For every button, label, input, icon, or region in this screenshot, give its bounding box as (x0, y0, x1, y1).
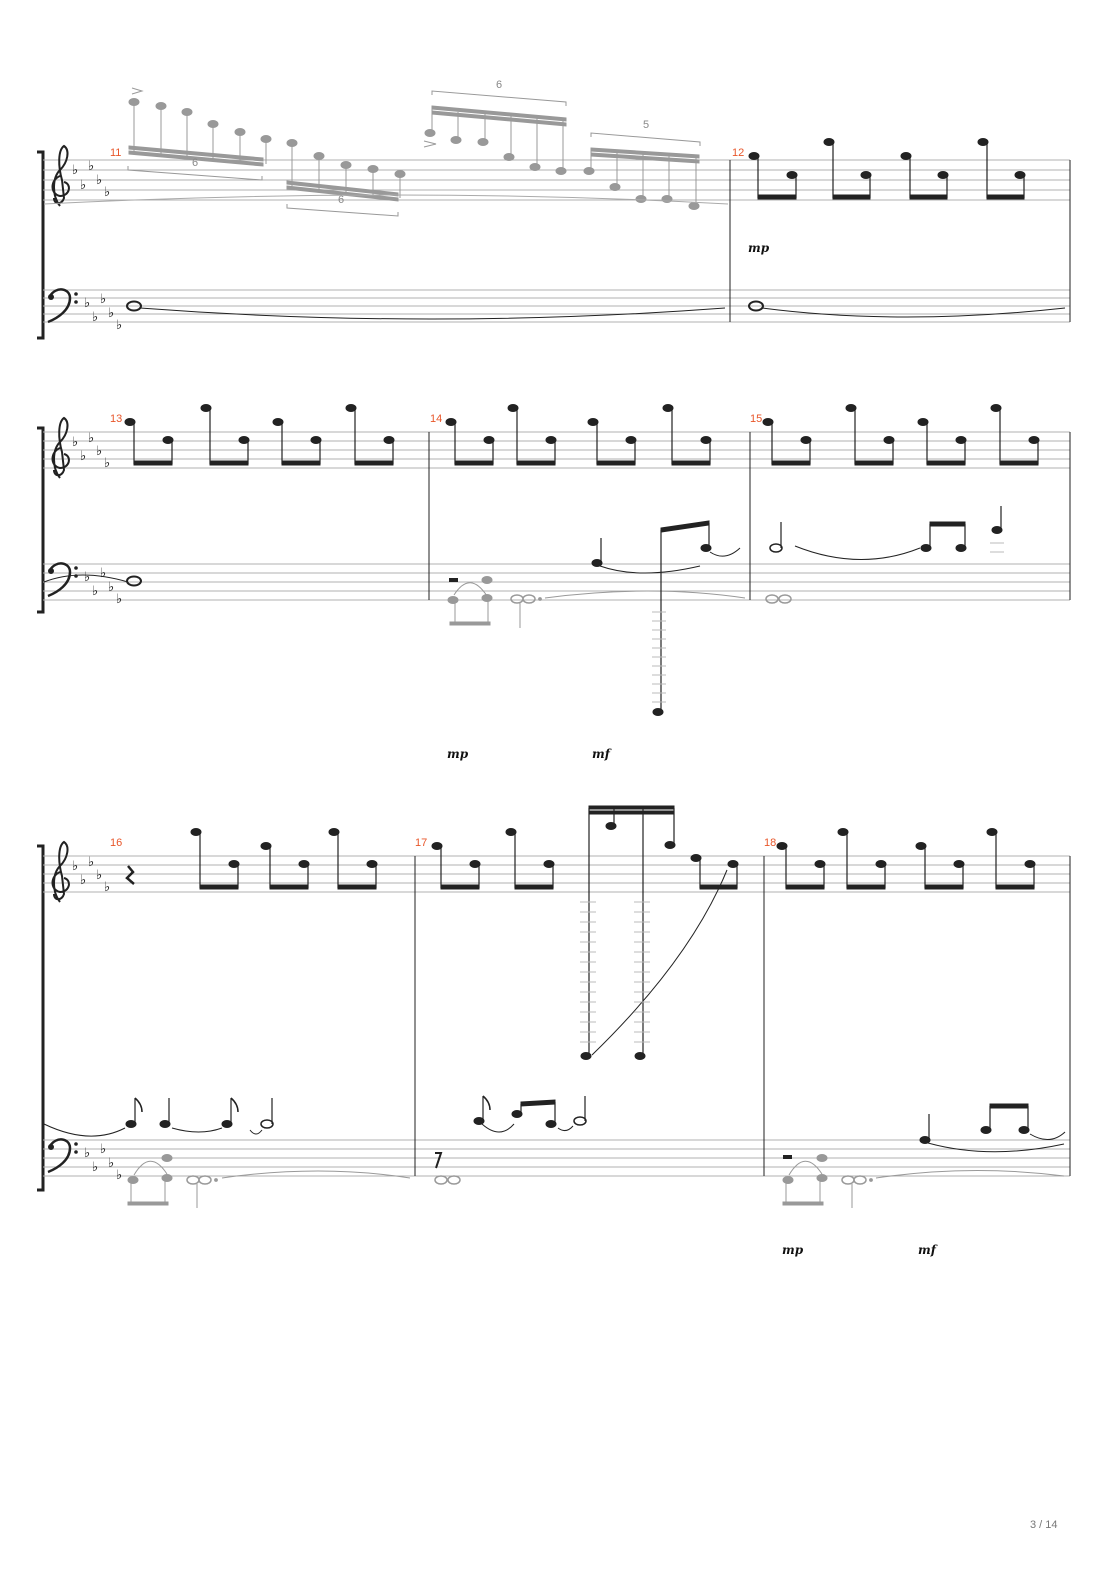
svg-text:♭: ♭ (116, 592, 123, 607)
svg-text:♭: ♭ (116, 1168, 123, 1183)
key-signature-flats (72, 159, 122, 333)
page-number: 3 / 14 (1030, 1519, 1058, 1531)
system-1 (37, 79, 1070, 338)
measure-number: 13 (110, 413, 123, 425)
measure-number: 12 (732, 147, 745, 159)
system-2 (37, 405, 1070, 762)
svg-text:♭: ♭ (80, 873, 87, 888)
svg-text:♭: ♭ (72, 435, 79, 450)
system-3 (37, 806, 1070, 1257)
svg-text:♭: ♭ (100, 566, 107, 581)
svg-text:♭: ♭ (96, 173, 103, 188)
key-signature-flats (72, 855, 122, 1183)
ledger-lines (580, 902, 650, 1042)
svg-text:♭: ♭ (108, 306, 115, 321)
measure-number: 16 (110, 837, 123, 849)
svg-text:♭: ♭ (88, 855, 95, 870)
system-brace (37, 428, 43, 612)
svg-text:♭: ♭ (88, 159, 95, 174)
dynamic-marking: mp (748, 241, 770, 255)
tuplet-number: 6 (496, 79, 503, 91)
svg-text:♭: ♭ (80, 178, 87, 193)
barlines (429, 432, 1070, 600)
dynamic-marking: mf (592, 747, 610, 761)
svg-text:♭: ♭ (108, 1156, 115, 1171)
treble-staff (43, 432, 1070, 468)
treble-staff (43, 856, 1070, 892)
bass-staff (43, 1140, 1070, 1176)
measure-number: 17 (415, 837, 428, 849)
bass-voice (44, 1096, 1065, 1208)
bass-whole-notes (127, 302, 1065, 320)
svg-text:♭: ♭ (72, 859, 79, 874)
bass-staff (43, 564, 1070, 600)
tuplet-number: 6 (338, 194, 345, 206)
svg-text:♭: ♭ (92, 1160, 99, 1175)
treble-clef-icon (53, 842, 69, 902)
ledger-lines (652, 543, 1004, 702)
svg-text:♭: ♭ (84, 1146, 91, 1161)
treble-clef-icon (53, 418, 69, 478)
treble-clef-icon (53, 146, 69, 206)
system-brace (37, 846, 43, 1190)
svg-text:♭: ♭ (104, 880, 111, 895)
dynamic-marking: mp (782, 1243, 804, 1257)
svg-text:♭: ♭ (100, 1142, 107, 1157)
svg-text:♭: ♭ (100, 292, 107, 307)
svg-text:♭: ♭ (96, 444, 103, 459)
svg-text:♭: ♭ (104, 456, 111, 471)
bass-voice (44, 506, 1004, 716)
svg-text:♭: ♭ (72, 163, 79, 178)
svg-text:♭: ♭ (92, 310, 99, 325)
svg-text:♭: ♭ (96, 868, 103, 883)
dynamic-marking: mf (918, 1243, 936, 1257)
measure-number: 15 (750, 413, 763, 425)
measure-number: 11 (110, 147, 122, 159)
eighth-note-pairs (191, 806, 1035, 1060)
tuplet-number: 5 (643, 119, 650, 131)
key-signature-flats (72, 431, 122, 607)
system-brace (37, 152, 43, 338)
svg-text:♭: ♭ (108, 580, 115, 595)
svg-text:♭: ♭ (116, 318, 123, 333)
measure-number: 14 (430, 413, 443, 425)
svg-text:♭: ♭ (92, 584, 99, 599)
svg-text:♭: ♭ (84, 570, 91, 585)
sixteenth-group (581, 806, 738, 1060)
quarter-rest-icon (127, 866, 134, 884)
tuplet-run (129, 88, 699, 210)
barlines (415, 856, 1070, 1176)
eighth-note-pairs (125, 405, 1039, 466)
svg-text:♭: ♭ (84, 296, 91, 311)
measure-number: 18 (764, 837, 777, 849)
svg-text:♭: ♭ (104, 185, 111, 200)
svg-text:♭: ♭ (88, 431, 95, 446)
dynamic-marking: mp (447, 747, 469, 761)
svg-text:♭: ♭ (80, 449, 87, 464)
tuplet-number: 6 (192, 157, 199, 169)
